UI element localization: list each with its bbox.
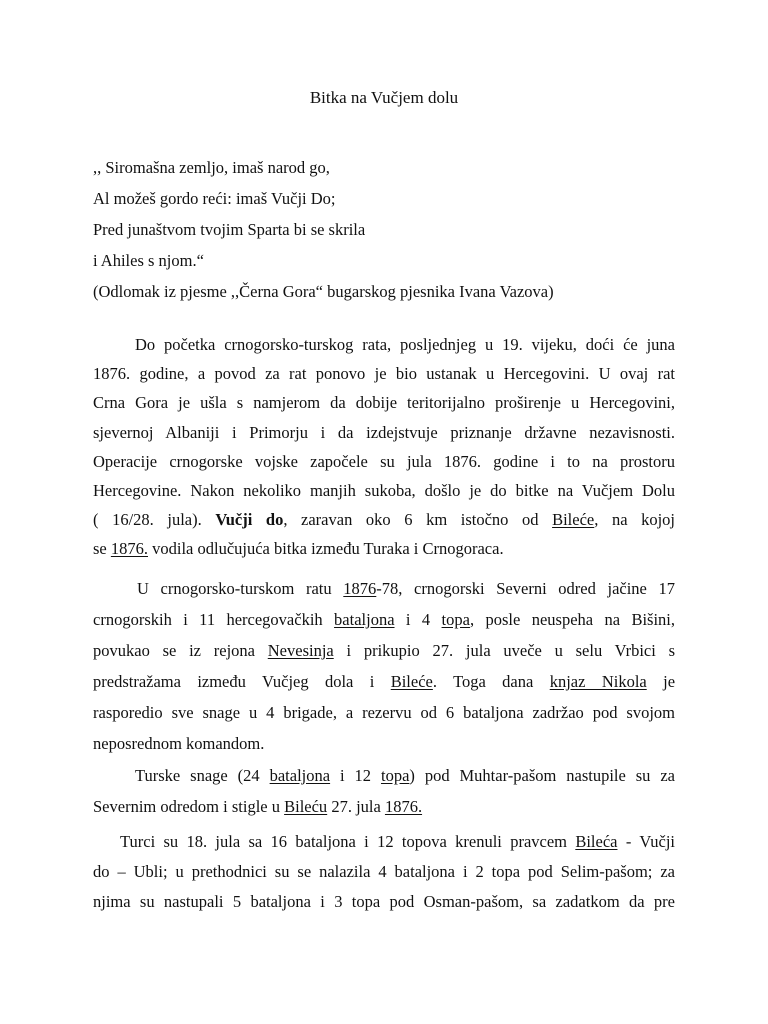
link-bataljona[interactable]: bataljona [334, 610, 395, 629]
text-run: i 12 [340, 766, 372, 785]
text-line: rasporedio sve snage u 4 brigade, a rezervu od 6 bataljona zadržao pod svojom [93, 703, 675, 722]
link-bilece[interactable]: Bileće [552, 510, 595, 530]
text-line [93, 791, 675, 822]
text-run: je [663, 672, 676, 691]
link-bilece[interactable]: Bileće [390, 672, 433, 691]
verse-line: Al možeš gordo reći: imaš Vučji Do; [93, 189, 336, 208]
text-run: U crnogorsko-turskom ratu [137, 579, 332, 598]
text-run: . Toga dana [432, 672, 534, 691]
text-line: Hercegovine. Nakon nekoliko manjih sukoba, došlo je do bitke na Vučjem Dolu [93, 481, 675, 501]
paragraph-2 [93, 573, 675, 759]
text-run: povukao se iz rejona [93, 641, 255, 660]
link-bilecu[interactable]: Bileću [284, 797, 328, 816]
text-run: , na kojoj [594, 510, 676, 530]
text-run: se [93, 539, 107, 559]
paragraph-3 [93, 760, 675, 822]
text-line: do – Ubli; u prethodnici su se nalazila 4 bataljona i 2 topa pod Selim-pašom; za [93, 862, 675, 881]
link-topa[interactable]: topa [380, 766, 410, 785]
text-line: njima su nastupali 5 bataljona i 3 topa pod Osman-pašom, sa zadatkom da pre [93, 892, 675, 911]
paragraph-4 [93, 827, 675, 917]
text-run: crnogorskih i 11 hercegovačkih [93, 610, 323, 629]
link-bileca[interactable]: Bileća [575, 832, 618, 851]
text-run: vodila odlučujuća bitka između Turaka i Crnogoraca. [152, 539, 504, 559]
verse-line: ,, Siromašna zemljo, imaš narod go, [93, 158, 330, 177]
text-run: i 4 [405, 610, 431, 629]
text-line: Do početka crnogorsko-turskog rata, posljednjeg u 19. vijeku, doći će juna [135, 335, 675, 354]
text-line: 1876. godine, a povod za rat ponovo je bio ustanak u Hercegovini. U ovaj rat [93, 364, 675, 384]
text-line [93, 534, 675, 563]
bold-term: Vučji do [215, 510, 284, 530]
verse-source: (Odlomak iz pjesme ,,Černa Gora“ bugarskog pjesnika Ivana Vazova) [93, 282, 554, 301]
verse-line: Pred junaštvom tvojim Sparta bi se skrila [93, 220, 366, 239]
text-line: Operacije crnogorske vojske započele su jula 1876. godine i to na prostoru [93, 451, 675, 471]
paragraph-1 [93, 330, 675, 564]
text-run: i prikupio 27. jula uveče u selu Vrbici s [346, 641, 676, 660]
text-line: Crna Gora je ušla s namjerom da dobije teritorijalno proširenje u Hercegovini, [93, 393, 675, 413]
link-bataljona[interactable]: bataljona [269, 766, 331, 785]
text-line [93, 760, 675, 791]
text-run: , zaravan oko 6 km istočno od [283, 510, 539, 530]
link-1876[interactable]: 1876. [110, 539, 148, 559]
text-run: Severnim odredom i stigle u [93, 797, 280, 816]
verse-line: i Ahiles s njom.“ [93, 251, 204, 270]
verse-block [93, 152, 554, 307]
text-run: ( 16/28. jula). [93, 510, 202, 530]
text-run: ) pod Muhtar-pašom nastupile su za [409, 766, 676, 785]
link-topa[interactable]: topa [441, 610, 470, 629]
text-run: predstražama između Vučjeg dola i [93, 672, 375, 691]
text-run: , posle neuspeha na Bišini, [469, 610, 675, 629]
text-line [93, 827, 675, 857]
text-run: 27. jula [331, 797, 381, 816]
text-line [93, 573, 675, 604]
text-line [93, 635, 675, 666]
link-1876[interactable]: 1876 [343, 579, 377, 598]
text-line: sjevernoj Albaniji i Primorju i da izdejstvuje priznanje državne nezavisnosti. [93, 422, 675, 442]
text-line [93, 505, 675, 534]
text-line [93, 604, 675, 635]
text-run: Turci su 18. jula sa 16 bataljona i 12 topova krenuli pravcem [120, 832, 567, 851]
text-line [93, 666, 675, 697]
link-nevesinje[interactable]: Nevesinja [267, 641, 334, 660]
link-knjaz-nikola[interactable]: knjaz Nikola [549, 672, 647, 691]
text-run: Turske snage (24 [135, 766, 260, 785]
text-run: -78, crnogorski Severni odred jačine 17 [376, 579, 675, 598]
text-run: - Vučji [625, 832, 675, 851]
text-line: neposrednom komandom. [93, 734, 265, 753]
page-title: Bitka na Vučjem dolu [309, 88, 459, 107]
link-1876[interactable]: 1876. [384, 797, 423, 816]
